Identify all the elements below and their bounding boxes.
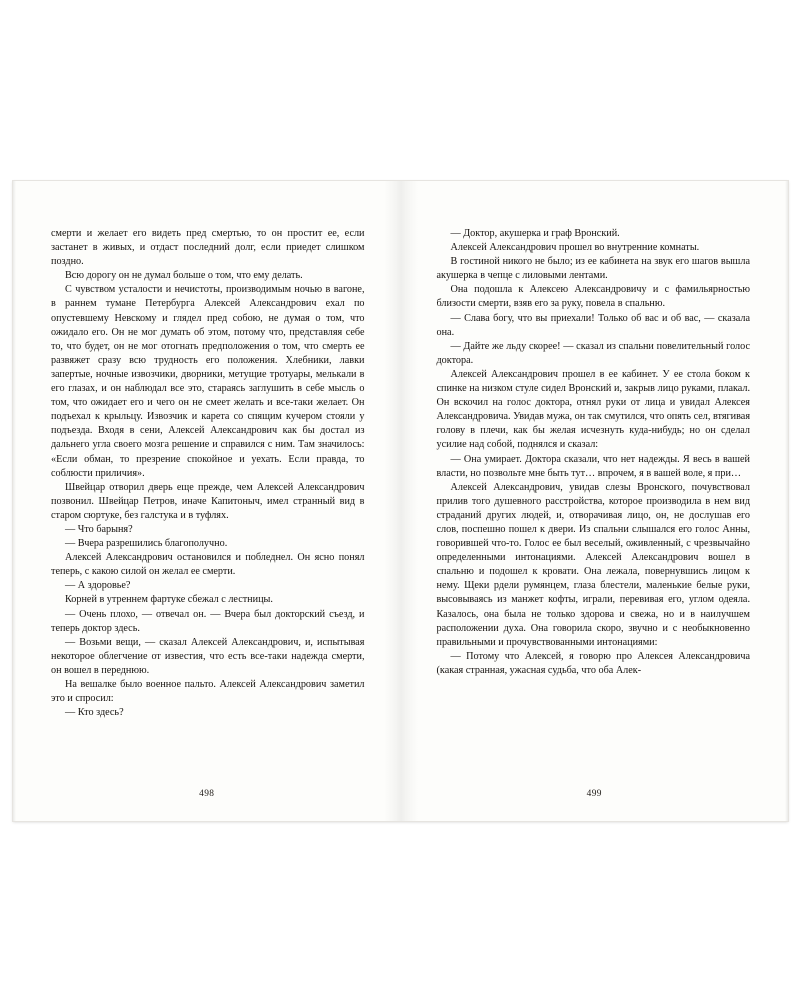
paragraph: — Возьми вещи, — сказал Алексей Александрович, и, испытывая некоторое облегчение от известия, что есть все-таки надежда смерти, он вошел в переднюю. — [51, 636, 365, 676]
paragraph: С чувством усталости и нечистоты, производимым ночью в вагоне, в раннем тумане Петербурга Алексей Александрович ехал по опустевшему Невскому и глядел пред собою, не думая о том, что ожидало его. Он не мог думать об этом, потому что, представляя себе то, что будет, он не мог отогнать предположения о том, что смерть ее развяжет сразу всю трудность его положения. Хлебники, лавки запертые, ночные извозчики, дворники, метущие тротуары, мелькали в его глазах, и он наблюдал все это, стараясь заглушить в себе мысль о том, что ожидает его и чего он не смеет желать и все-таки желает. Он подъехал к крыльцу. Извозчик и карета со спящим кучером стояли у подъезда. Входя в сени, Алексей Александрович как бы достал из дальнего угла своего мозга решение и справился с ним. Там значилось: «Если обман, то презрение спокойное и уехать. Если правда, то соблюсти приличия». — [51, 284, 365, 479]
paragraph: Алексей Александрович прошел во внутренние комнаты. — [450, 242, 700, 254]
paragraph: Она подошла к Алексею Александровичу и с фамильярностью близости смерти, взяв его за руку, повела в спальню. — [436, 284, 750, 310]
paragraph: Швейцар отворил дверь еще прежде, чем Алексей Александрович позвонил. Швейцар Петров, иначе Капитоныч, имел странный вид в старом сюртуке, без галстука и в туфлях. — [51, 481, 365, 521]
page-number-right: 499 — [586, 789, 602, 799]
left-page-text-column — [51, 227, 365, 720]
paragraph: Алексей Александрович остановился и побледнел. Он ясно понял теперь, с какою силой он желал ее смерти. — [51, 552, 365, 578]
page-edge-shadow-left — [13, 181, 16, 821]
paragraph: — Доктор, акушерка и граф Вронский. — [450, 228, 620, 239]
paragraph: — Что барыня? — [65, 523, 133, 535]
book-spread — [13, 181, 788, 821]
paragraph: Всю дорогу он не думал больше о том, что ему делать. — [65, 270, 303, 282]
page-number-left: 498 — [199, 789, 215, 799]
page-edge-shadow-right — [785, 181, 788, 821]
book-page-left — [13, 181, 401, 821]
right-page-text-column — [437, 227, 751, 678]
book-page-right — [401, 181, 789, 821]
paragraph: — Потому что Алексей, я говорю про Алексея Александровича (какая странная, ужасная судьба, что оба Алек- — [436, 650, 750, 676]
paragraph: — Она умирает. Доктора сказали, что нет надежды. Я весь в вашей власти, но позвольте мне быть тут… впрочем, я в вашей воле, я при… — [436, 453, 750, 479]
paragraph: смерти и желает его видеть пред смертью, то он простит ее, если застанет в живых, и отдаст последний долг, если приедет слишком поздно. — [51, 228, 365, 268]
paragraph: Алексей Александрович, увидав слезы Вронского, почувствовал прилив того душевного расстройства, которое производила в нем вид страданий других людей, и, отворачивая лицо, он, не дослушав его слов, поспешно пошел к двери. Из спальни слышался его голос Анны, говорившей что-то. Голос ее был веселый, оживленный, с чрезвычайно определенными интонациями. Алексей Александрович вошел в спальню и подошел к кровати. Она лежала, повернувшись лицом к нему. Щеки рдели румянцем, глаза блестели, маленькие белые руки, высовываясь из манжет кофты, играли, перевивая его, углом одеяла. Казалось, она была не только здорова и свежа, но и в наилучшем расположении духа. Она говорила скоро, звучно и с необыкновенно правильными и прочувствованными интонациями: — [436, 481, 750, 648]
paragraph: — Дайте же льду скорее! — сказал из спальни повелительный голос доктора. — [436, 340, 750, 366]
paragraph: В гостиной никого не было; из ее кабинета на звук его шагов вышла акушерка в чепце с лиловыми лентами. — [436, 256, 750, 282]
paragraph: — Кто здесь? — [65, 707, 124, 719]
paragraph: Алексей Александрович прошел в ее кабинет. У ее стола боком к спинке на низком стуле сидел Вронский и, закрыв лицо руками, плакал. Он вскочил на голос доктора, отнял руки от лица и увидал Алексея Александровича. Увидав мужа, он так смутился, что опять сел, втягивая голову в плечи, как бы желая исчезнуть куда-нибудь; но он сделал усилие над собой, поднялся и сказал: — [436, 368, 751, 451]
paragraph: — Вчера разрешились благополучно. — [65, 538, 228, 550]
paragraph: — Слава богу, что вы приехали! Только об вас и об вас, — сказала она. — [436, 312, 750, 338]
paragraph: — А здоровье? — [65, 580, 131, 592]
paragraph: — Очень плохо, — отвечал он. — Вчера был докторский съезд, и теперь доктор здесь. — [51, 608, 365, 634]
paragraph: Корней в утреннем фартуке сбежал с лестницы. — [65, 594, 273, 606]
paragraph: На вешалке было военное пальто. Алексей Александрович заметил это и спросил: — [51, 679, 365, 705]
